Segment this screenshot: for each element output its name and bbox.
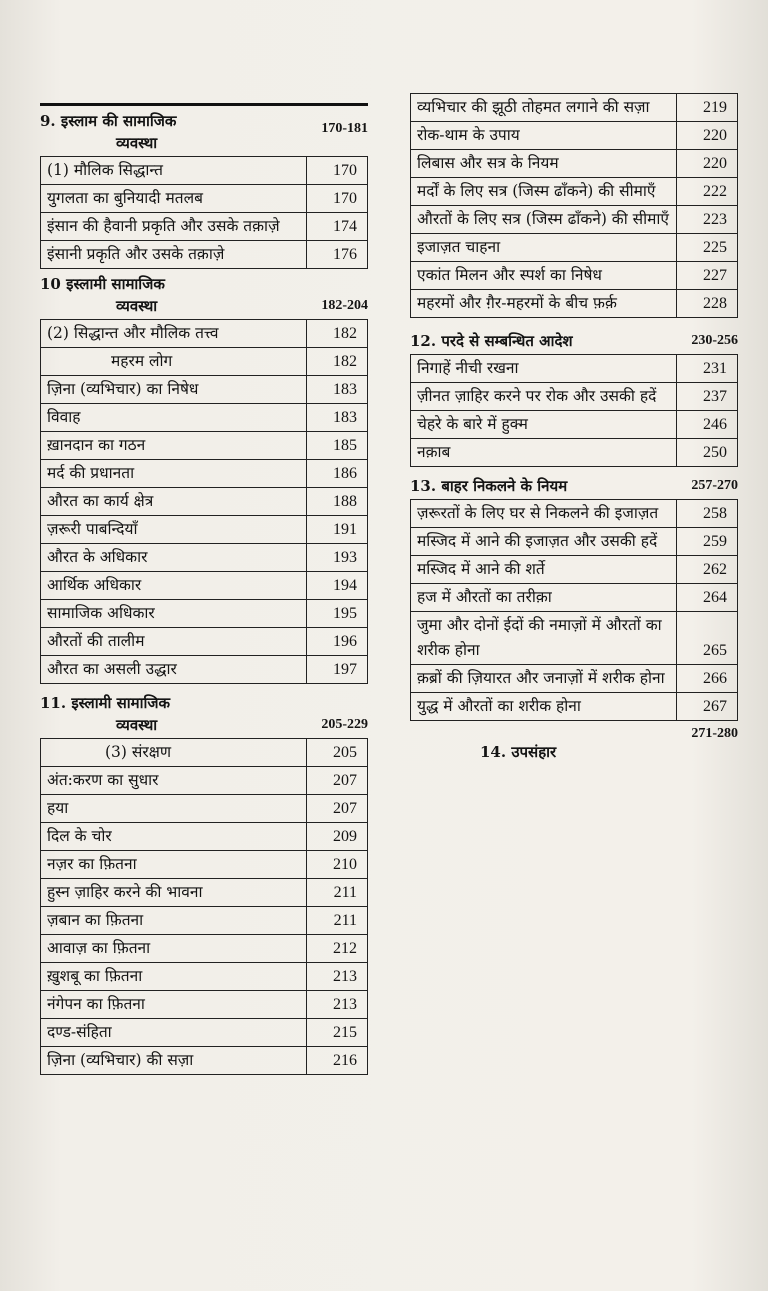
table-row[interactable] — [41, 851, 368, 879]
entry-page: 193 — [307, 544, 368, 572]
entry-title: आवाज़ का फ़ितना — [41, 935, 307, 963]
entry-title: युद्ध में औरतों का शरीक होना — [411, 693, 677, 721]
entry-title: दिल के चोर — [41, 823, 307, 851]
table-row[interactable] — [41, 404, 368, 432]
section-12-range: 230-256 — [691, 333, 738, 348]
entry-title: औरतों के लिए सत्र (जिस्म ढाँकने) की सीमाएँ — [411, 206, 677, 234]
section-13-heading — [410, 471, 738, 499]
section-11-continued-table — [410, 93, 738, 318]
entry-page: 207 — [307, 795, 368, 823]
entry-title: इजाज़त चाहना — [411, 234, 677, 262]
table-row[interactable] — [41, 213, 368, 241]
section-10-title: 10 इस्लामी सामाजिक — [40, 275, 165, 293]
entry-title: आर्थिक अधिकार — [41, 572, 307, 600]
entry-title: औरतों की तालीम — [41, 628, 307, 656]
section-9-table — [40, 156, 368, 269]
entry-title: व्यभिचार की झूठी तोहमत लगाने की सज़ा — [411, 94, 677, 122]
entry-page: 196 — [307, 628, 368, 656]
entry-page: 182 — [307, 348, 368, 376]
section-10-table — [40, 319, 368, 684]
entry-title: लिबास और सत्र के नियम — [411, 150, 677, 178]
entry-title: ज़िना (व्यभिचार) का निषेध — [41, 376, 307, 404]
entry-page: 264 — [677, 584, 738, 612]
entry-title: नज़र का फ़ितना — [41, 851, 307, 879]
table-row[interactable] — [41, 544, 368, 572]
table-row[interactable] — [41, 348, 368, 376]
table-row[interactable] — [411, 178, 738, 206]
entry-page: 250 — [677, 439, 738, 467]
entry-page: 262 — [677, 556, 738, 584]
table-row[interactable] — [411, 383, 738, 411]
entry-title: अंत:करण का सुधार — [41, 767, 307, 795]
entry-title: हज में औरतों का तरीक़ा — [411, 584, 677, 612]
section-13-table — [410, 499, 738, 721]
entry-title: ज़बान का फ़ितना — [41, 907, 307, 935]
entry-title: नंगेपन का फ़ितना — [41, 991, 307, 1019]
section-14-title: 14. उपसंहार — [480, 743, 557, 761]
section-14-heading — [410, 723, 738, 765]
entry-title: ख़ुशबू का फ़ितना — [41, 963, 307, 991]
table-row[interactable] — [41, 767, 368, 795]
table-row[interactable] — [41, 432, 368, 460]
entry-page: 216 — [307, 1047, 368, 1075]
section-14-range: 271-280 — [691, 726, 738, 741]
table-row[interactable] — [411, 665, 738, 693]
entry-title: औरत का कार्य क्षेत्र — [41, 488, 307, 516]
table-row[interactable] — [41, 185, 368, 213]
table-row[interactable] — [41, 991, 368, 1019]
entry-page: 259 — [677, 528, 738, 556]
table-row[interactable] — [41, 600, 368, 628]
entry-title: हया — [41, 795, 307, 823]
entry-title: औरत के अधिकार — [41, 544, 307, 572]
entry-page: 185 — [307, 432, 368, 460]
table-row[interactable] — [41, 488, 368, 516]
entry-title: औरत का असली उद्धार — [41, 656, 307, 684]
entry-page: 267 — [677, 693, 738, 721]
entry-page: 213 — [307, 991, 368, 1019]
entry-title: मर्दों के लिए सत्र (जिस्म ढाँकने) की सीमाएँ — [411, 178, 677, 206]
table-row[interactable] — [411, 150, 738, 178]
table-row[interactable] — [411, 693, 738, 721]
entry-title: चेहरे के बारे में हुक्म — [411, 411, 677, 439]
entry-page: 246 — [677, 411, 738, 439]
section-11-range: 205-229 — [321, 717, 368, 732]
entry-title: ज़िना (व्यभिचार) की सज़ा — [41, 1047, 307, 1075]
entry-page: 191 — [307, 516, 368, 544]
toc-right-column — [410, 93, 738, 765]
entry-page: 195 — [307, 600, 368, 628]
section-13-title: 13. बाहर निकलने के नियम — [410, 477, 568, 495]
entry-page: 220 — [677, 150, 738, 178]
entry-title: ज़रूरी पाबन्दियाँ — [41, 516, 307, 544]
entry-title: हुस्न ज़ाहिर करने की भावना — [41, 879, 307, 907]
table-row[interactable] — [41, 823, 368, 851]
entry-title: निगाहें नीची रखना — [411, 355, 677, 383]
entry-page: 212 — [307, 935, 368, 963]
entry-page: 213 — [307, 963, 368, 991]
table-row[interactable] — [41, 516, 368, 544]
entry-title: ख़ानदान का गठन — [41, 432, 307, 460]
section-10-heading — [40, 269, 368, 319]
table-row[interactable] — [411, 500, 738, 528]
entry-page: 197 — [307, 656, 368, 684]
table-row[interactable] — [411, 122, 738, 150]
entry-page: 228 — [677, 290, 738, 318]
entry-page: 220 — [677, 122, 738, 150]
table-row[interactable] — [41, 739, 368, 767]
table-row[interactable] — [41, 320, 368, 348]
entry-title: इंसान की हैवानी प्रकृति और उसके तक़ाज़े — [41, 213, 307, 241]
section-12-heading — [410, 326, 738, 354]
table-row[interactable] — [411, 94, 738, 122]
table-row[interactable] — [41, 1047, 368, 1075]
entry-page: 210 — [307, 851, 368, 879]
entry-title: ज़रूरतों के लिए घर से निकलने की इजाज़त — [411, 500, 677, 528]
entry-page: 186 — [307, 460, 368, 488]
section-13-range: 257-270 — [691, 478, 738, 493]
entry-page: 231 — [677, 355, 738, 383]
table-row[interactable] — [41, 795, 368, 823]
entry-page: 211 — [307, 879, 368, 907]
table-row[interactable] — [41, 935, 368, 963]
section-9-title-line2: व्यवस्था — [116, 134, 158, 152]
table-row[interactable] — [41, 241, 368, 269]
table-row[interactable] — [411, 290, 738, 318]
table-row[interactable] — [411, 584, 738, 612]
entry-title: मर्द की प्रधानता — [41, 460, 307, 488]
entry-title: इंसानी प्रकृति और उसके तक़ाज़े — [41, 241, 307, 269]
table-row[interactable] — [41, 628, 368, 656]
table-row[interactable] — [41, 572, 368, 600]
section-9-range: 170-181 — [321, 121, 368, 136]
entry-title: (1) मौलिक सिद्धान्त — [41, 157, 307, 185]
entry-title: युगलता का बुनियादी मतलब — [41, 185, 307, 213]
entry-page: 266 — [677, 665, 738, 693]
table-row[interactable] — [41, 157, 368, 185]
table-row[interactable] — [41, 376, 368, 404]
table-row[interactable] — [411, 355, 738, 383]
entry-page: 219 — [677, 94, 738, 122]
entry-title: सामाजिक अधिकार — [41, 600, 307, 628]
table-row[interactable] — [41, 963, 368, 991]
entry-page: 170 — [307, 185, 368, 213]
entry-title: (2) सिद्धान्त और मौलिक तत्त्व — [41, 320, 307, 348]
entry-title: दण्ड-संहिता — [41, 1019, 307, 1047]
entry-page: 215 — [307, 1019, 368, 1047]
entry-page: 182 — [307, 320, 368, 348]
entry-title: नक़ाब — [411, 439, 677, 467]
entry-page: 170 — [307, 157, 368, 185]
entry-page: 225 — [677, 234, 738, 262]
table-row[interactable] — [411, 411, 738, 439]
table-row[interactable] — [41, 879, 368, 907]
entry-page: 265 — [677, 612, 738, 665]
entry-page: 227 — [677, 262, 738, 290]
entry-page: 176 — [307, 241, 368, 269]
entry-page: 209 — [307, 823, 368, 851]
entry-title: क़ब्रों की ज़ियारत और जनाज़ों में शरीक होना — [411, 665, 677, 693]
entry-page: 174 — [307, 213, 368, 241]
table-row[interactable] — [411, 556, 738, 584]
entry-page: 183 — [307, 376, 368, 404]
table-row[interactable] — [411, 612, 738, 665]
entry-page: 205 — [307, 739, 368, 767]
entry-page: 223 — [677, 206, 738, 234]
section-11-heading — [40, 688, 368, 738]
section-12-table — [410, 354, 738, 467]
entry-page: 222 — [677, 178, 738, 206]
entry-title: मस्जिद में आने की शर्ते — [411, 556, 677, 584]
entry-page: 188 — [307, 488, 368, 516]
section-9-title: 9. इस्लाम की सामाजिक — [40, 112, 177, 130]
section-12-title: 12. परदे से सम्बन्धित आदेश — [410, 332, 573, 350]
entry-page: 237 — [677, 383, 738, 411]
entry-title: मस्जिद में आने की इजाज़त और उसकी हदें — [411, 528, 677, 556]
entry-title: ज़ीनत ज़ाहिर करने पर रोक और उसकी हदें — [411, 383, 677, 411]
section-10-range: 182-204 — [321, 298, 368, 313]
entry-page: 258 — [677, 500, 738, 528]
entry-title: महरम लोग — [41, 348, 307, 376]
table-row[interactable] — [41, 460, 368, 488]
entry-title: महरमों और ग़ैर-महरमों के बीच फ़र्क़ — [411, 290, 677, 318]
table-row[interactable] — [411, 234, 738, 262]
section-11-table — [40, 738, 368, 1075]
entry-title: एकांत मिलन और स्पर्श का निषेध — [411, 262, 677, 290]
table-row[interactable] — [41, 1019, 368, 1047]
section-11-title: 11. इस्लामी सामाजिक — [40, 694, 171, 712]
table-row[interactable] — [411, 528, 738, 556]
table-row[interactable] — [411, 206, 738, 234]
entry-page: 211 — [307, 907, 368, 935]
entry-page: 207 — [307, 767, 368, 795]
section-9-heading — [40, 103, 368, 156]
table-row[interactable] — [411, 439, 738, 467]
section-11-title-line2: व्यवस्था — [116, 716, 158, 734]
entry-page: 194 — [307, 572, 368, 600]
table-row[interactable] — [41, 656, 368, 684]
section-10-title-line2: व्यवस्था — [116, 297, 158, 315]
entry-title: विवाह — [41, 404, 307, 432]
entry-title: रोक-थाम के उपाय — [411, 122, 677, 150]
table-row[interactable] — [41, 907, 368, 935]
entry-title: (3) संरक्षण — [41, 739, 307, 767]
toc-left-column — [40, 103, 368, 1075]
entry-title: जुमा और दोनों ईदों की नमाज़ों में औरतों का शरीक होना — [411, 612, 677, 665]
entry-page: 183 — [307, 404, 368, 432]
table-row[interactable] — [411, 262, 738, 290]
